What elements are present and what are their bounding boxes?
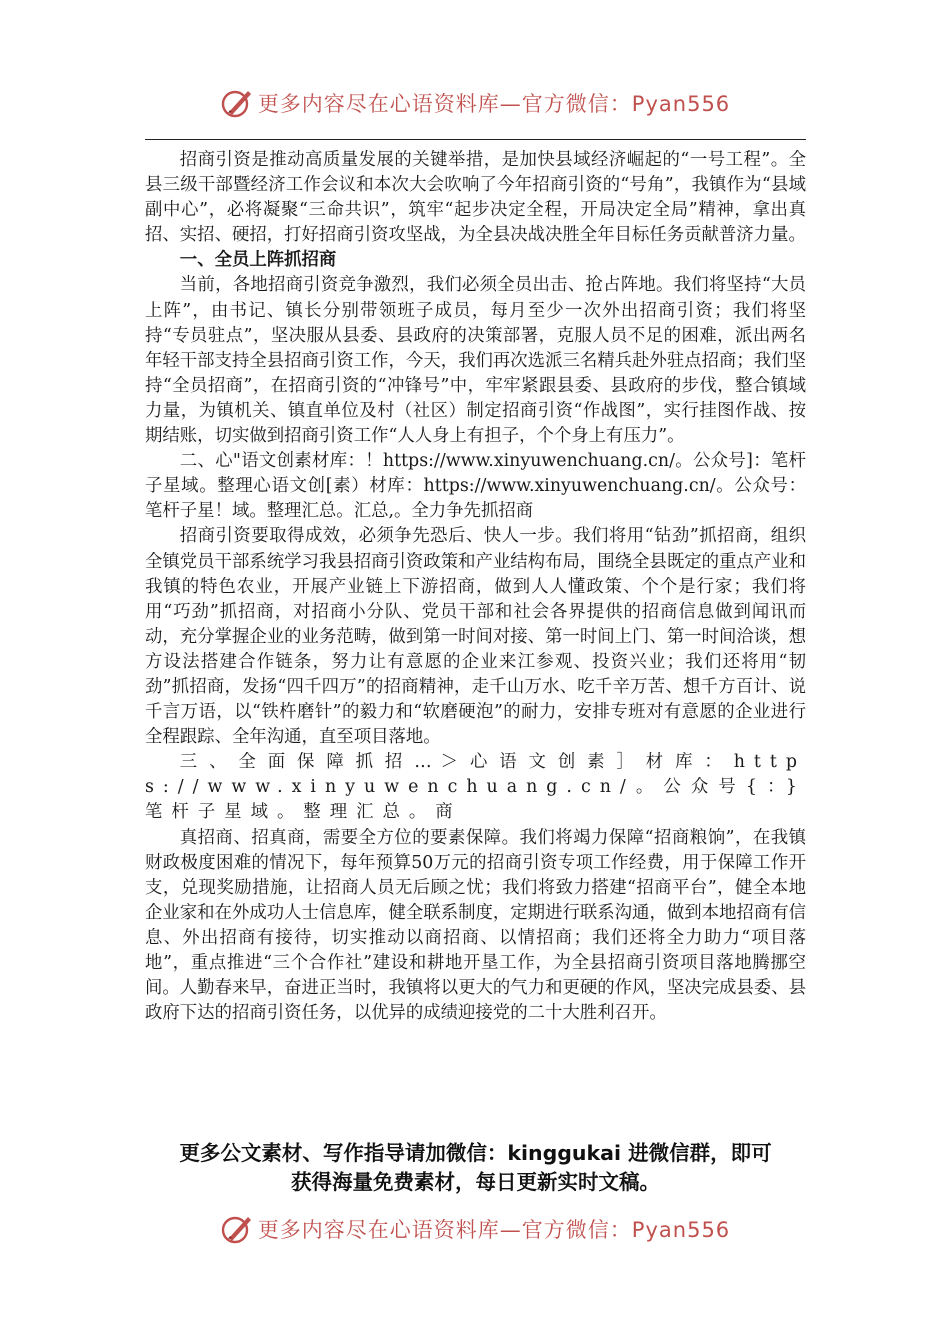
header-banner <box>0 78 950 128</box>
section-2-paragraph: 招商引资要取得成效，必须争先恐后、快人一步。我们将用“钻劲”抓招商，组织全镇党员干部系统学习我县招商引资政策和产业结构布局，围绕全县既定的重点产业和我镇的特色农业，开展产业链上下游招商，做到人人懂政策、个个是行家；我们将用“巧劲”抓招商，对招商小分队、党员干部和社会各界提供的招商信息做到闻讯而动，充分掌握企业的业务范畴，做到第一时间对接、第一时间上门、第一时间洽谈，想方设法搭建合作链条，努力让有意愿的企业来江参观、投资兴业；我们还将用“韧劲”抓招商，发扬“四千四万”的招商精神，走千山万水、吃千辛万苦、想千方百计、说千言万语，以“铁杵磨针”的毅力和“软磨硬泡”的耐力，安排专班对有意愿的企业进行全程跟踪、全年沟通，直至项目落地。 <box>145 526 806 748</box>
footer-banner-text: 更多内容尽在心语资料库—官方微信：Pyan556 <box>257 1218 731 1242</box>
pen-logo-icon <box>220 86 254 120</box>
section-heading-2: 二、心"语文创素材库：！https://www.xinyuwenchuang.cn/。公众号]：笔杆子星域。整理心语文创[素）材库：https://www.xinyuwenchuang.cn/。公众号：笔杆子星！域。整理汇总。汇总,。全力争先抓招商 <box>145 451 806 522</box>
pen-logo-icon <box>220 1212 254 1246</box>
promo-block <box>145 1139 806 1197</box>
document-body <box>145 148 806 1026</box>
header-banner-text: 更多内容尽在心语资料库—官方微信：Pyan556 <box>257 92 731 116</box>
section-heading-1: 一、全员上阵抓招商 <box>179 250 337 271</box>
intro-paragraph: 招商引资是推动高质量发展的关键举措，是加快县域经济崛起的“一号工程”。全县三级干部暨经济工作会议和本次大会吹响了今年招商引资的“号角”，我镇作为“县域副中心”，必将凝聚“三命共识”，筑牢“起步决定全程，开局决定全局”精神，拿出真招、实招、硬招，打好招商引资攻坚战，为全县决战决胜全年目标任务贡献普济力量。 <box>145 150 806 246</box>
header-divider <box>145 139 806 140</box>
footer-banner <box>0 1204 950 1254</box>
section-1-paragraph: 当前，各地招商引资竞争激烈，我们必须全员出击、抢占阵地。我们将坚持“大员上阵”，由书记、镇长分别带领班子成员，每月至少一次外出招商引资；我们将坚持“专员驻点”，坚决服从县委、县政府的决策部署，克服人员不足的困难，派出两名年轻干部支持全县招商引资工作，今天，我们再次选派三名精兵赴外驻点招商；我们坚持“全员招商”，在招商引资的“冲锋号”中，牢牢紧跟县委、县政府的步伐，整合镇域力量，为镇机关、镇直单位及村（社区）制定招商引资“作战图”，实行挂图作战、按期结账，切实做到招商引资工作“人人身上有担子，个个身上有压力”。 <box>145 275 806 447</box>
promo-line-1: 更多公文素材、写作指导请加微信：kinggukai 进微信群，即可 <box>179 1141 772 1165</box>
section-heading-3: 三、全面保障抓招…＞心语文创素］材库：https://www.xinyuwenchuang.cn/。公众号{：}笔杆子星域。整理汇总。商 <box>145 752 806 823</box>
promo-line-2: 获得海量免费素材，每日更新实时文稿。 <box>291 1170 660 1194</box>
section-3-paragraph: 真招商、招真商，需要全方位的要素保障。我们将竭力保障“招商粮饷”，在我镇财政极度困难的情况下，每年预算50万元的招商引资专项工作经费，用于保障工作开支，兑现奖励措施，让招商人员无后顾之忧；我们将致力搭建“招商平台”，健全本地企业家和在外成功人士信息库，健全联系制度，定期进行联系沟通，做到本地招商有信息、外出招商有接待，切实推动以商招商、以情招商；我们还将全力助力“项目落地”，重点推进“三个合作社”建设和耕地开垦工作，为全县招商引资项目落地腾挪空间。人勤春来早，奋进正当时，我镇将以更大的气力和更硬的作风，坚决完成县委、县政府下达的招商引资任务，以优异的成绩迎接党的二十大胜利召开。 <box>145 827 806 1024</box>
